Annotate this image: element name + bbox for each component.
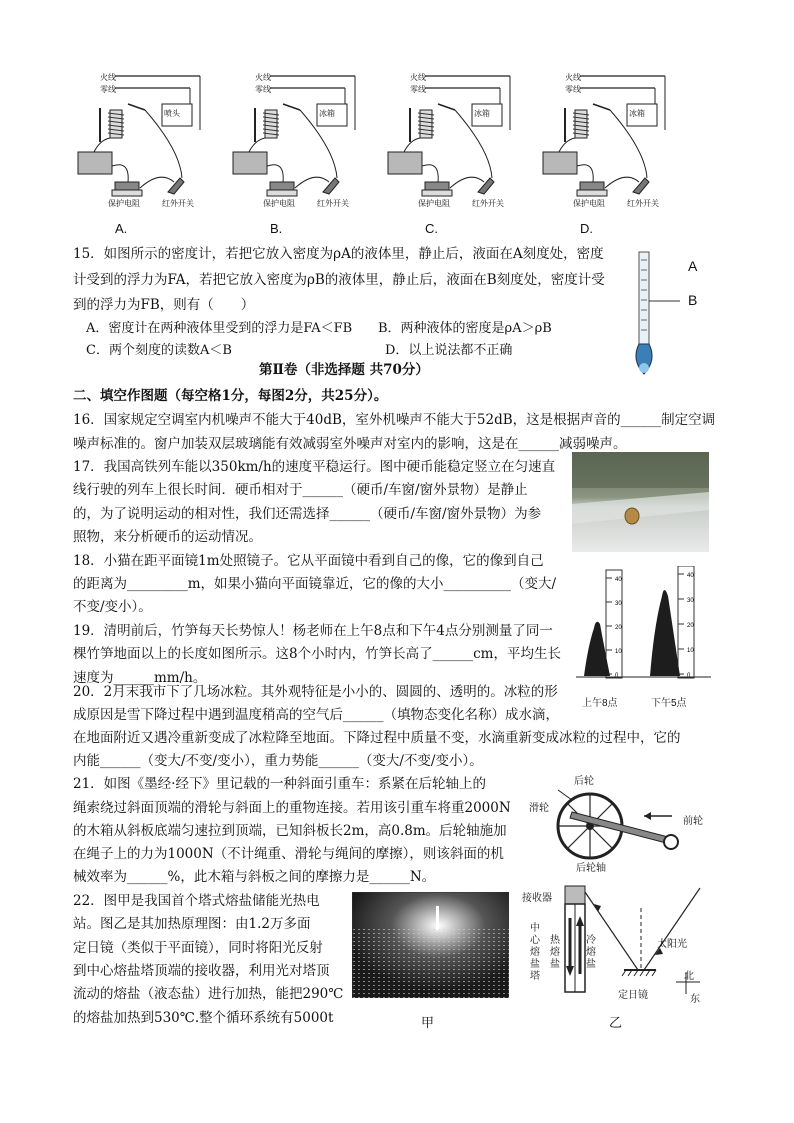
q18-line-3: 不变/变小）。 [73, 599, 152, 615]
device-label-2: 冰箱 [319, 109, 335, 118]
protect-resistor-label-2: 保护电阻 [263, 199, 295, 208]
protect-resistor-label-3: 保护电阻 [418, 199, 450, 208]
q21-line-4: 在绳子上的力为1000N（不计绳重、滑轮与绳间的摩擦），则该斜面的机 [73, 846, 504, 862]
circuit-panel-4 [543, 76, 665, 196]
q15-line-2: 计受到的浮力为FA，若把它放入密度为ρB的液体里，静止后，液面在B刻度处，密度计受 [73, 272, 605, 288]
hydrometer-figure [625, 250, 715, 380]
ruler-tick-label: 30 [687, 598, 694, 604]
bamboo-figure [576, 566, 711, 692]
tower-cold-salt-label: 冷熔盐 [586, 935, 596, 970]
section2-title: 二、填空作图题（每空格1分，每图2分，共25分）。 [73, 388, 388, 404]
tower-sunlight-label: 太阳光 [657, 939, 687, 950]
compass-north-label: 北 [684, 971, 694, 982]
circuit-diagrams [70, 70, 670, 240]
q16-line-1: 16．国家规定空调室内机噪声不能大于40dB，室外机噪声不能大于52dB，这是根据声音的______制定空调 [73, 412, 716, 428]
ir-switch-label-2: 红外开关 [317, 199, 349, 208]
neutral-wire-label-1: 零线 [100, 85, 116, 94]
q15-option-a[interactable]: A．密度计在两种液体里受到的浮力是FA＜FB [86, 321, 353, 336]
circuit-panel-1 [78, 76, 200, 196]
q17-line-4: 照物，来分析硬币的运动情况。 [73, 529, 262, 545]
hydrometer-mark-a: A [688, 258, 698, 274]
circuit-panel-3 [388, 76, 510, 196]
neutral-wire-label-4: 零线 [565, 85, 581, 94]
q22-line-5: 流动的熔盐（液态盐）进行加热，能把290℃ [73, 986, 344, 1002]
ruler-tick-label: 0 [687, 673, 691, 679]
device-label-3: 冰箱 [474, 109, 490, 118]
cart-pulley-label: 滑轮 [529, 803, 549, 814]
ruler-tick-label: 10 [687, 648, 694, 654]
tower-hot-salt-label: 热熔盐 [550, 935, 560, 970]
live-wire-label-1: 火线 [100, 73, 116, 82]
q15-option-b[interactable]: B．两种液体的密度是ρA＞ρB [378, 321, 552, 336]
ruler-tick-label: 20 [615, 625, 622, 631]
tower-center-label: 中心熔盐塔 [530, 923, 540, 982]
q22-line-3: 定日镜（类似于平面镜），同时将阳光反射 [73, 940, 323, 956]
q20-line-3: 在地面附近又遇冷重新变成了冰粒降至地面。下降过程中质量不变，水滴重新变成冰粒的过程中，它的 [73, 730, 681, 746]
ruler-tick-label: 10 [615, 649, 622, 655]
q21-line-3: 的木箱从斜板底端匀速拉到顶端，已知斜板长2m，高0.8m。后轮轴施加 [73, 823, 507, 839]
tower-receiver-label: 接收器 [522, 893, 552, 904]
q17-line-2: 线行驶的列车上很长时间．硬币相对于______（硬币/车窗/窗外景物）是静止 [73, 482, 528, 498]
solar-tower-photo [352, 892, 509, 998]
q21-line-5: 械效率为______%，此木箱与斜板之间的摩擦力是______N。 [73, 869, 436, 885]
protect-resistor-label-4: 保护电阻 [573, 199, 605, 208]
ruler-tick-label: 30 [615, 601, 622, 607]
ir-switch-label-4: 红外开关 [627, 199, 659, 208]
q16-line-2: 噪声标准的。窗户加装双层玻璃能有效减弱室外噪声对室内的影响，这是在______减弱噪声。 [73, 436, 627, 452]
circuit-option-1[interactable]: A. [115, 221, 128, 236]
device-label-1: 喷头 [164, 109, 180, 118]
circuit-panel-2 [233, 76, 355, 196]
q15-line-3: 到的浮力为FB，则有（ ） [73, 297, 255, 313]
q21-line-2: 绳索绕过斜面顶端的滑轮与斜面上的重物连接。若用该引重车将重2000N [73, 800, 511, 816]
q20-line-2: 成原因是雪下降过程中遇到温度稍高的空气后______（填物态变化名称）成水滴， [73, 707, 559, 723]
live-wire-label-2: 火线 [255, 73, 271, 82]
device-label-4: 冰箱 [629, 109, 645, 118]
q17-line-3: 的，为了说明运动的相对性，我们还需选择______（硬币/车窗/窗外景物）为参 [73, 506, 542, 522]
q22-line-1: 22．图甲是我国首个塔式熔盐储能光热电 [73, 893, 320, 909]
ir-switch-label-1: 红外开关 [162, 199, 194, 208]
q15-line-1: 15．如图所示的密度计，若把它放入密度为ρA的液体里，静止后，液面在A刻度处，密度 [73, 246, 604, 262]
neutral-wire-label-3: 零线 [410, 85, 426, 94]
q15-option-d[interactable]: D．以上说法都不正确 [385, 343, 513, 358]
figure-b-label: 乙 [609, 1016, 623, 1031]
cart-rear-wheel-label: 后轮 [574, 776, 594, 787]
q22-line-6: 的熔盐加热到530℃.整个循环系统有5000t [73, 1010, 334, 1026]
q15-option-c[interactable]: C．两个刻度的读数A＜B [86, 343, 232, 358]
q18-line-2: 的距离为_________m，如果小猫向平面镜靠近，它的像的大小__________（变大/ [73, 576, 557, 592]
live-wire-label-3: 火线 [410, 73, 426, 82]
q21-line-1: 21．如图《墨经·经下》里记载的一种斜面引重车：系紧在后轮轴上的 [73, 776, 486, 792]
train-coin-photo [572, 452, 709, 552]
protect-resistor-label-1: 保护电阻 [108, 199, 140, 208]
hydrometer-mark-b: B [688, 292, 698, 308]
q20-line-1: 20．2月末我市下了几场冰粒。其外观特征是小小的、圆圆的、透明的。冰粒的形 [73, 684, 558, 700]
bamboo-am-label: 上午8点 [582, 698, 618, 709]
live-wire-label-4: 火线 [565, 73, 581, 82]
q22-line-2: 站。图乙是其加热原理图：由1.2万多面 [73, 916, 311, 932]
cart-rear-axle-label: 后轮轴 [576, 863, 606, 874]
cart-front-wheel-label: 前轮 [683, 816, 703, 827]
bamboo-pm-label: 下午5点 [651, 698, 687, 709]
neutral-wire-label-2: 零线 [255, 85, 271, 94]
q22-line-4: 到中心熔盐塔顶端的接收器，利用光对塔顶 [73, 963, 330, 979]
q18-line-1: 18．小猫在距平面镜1m处照镜子。它从平面镜中看到自己的像，它的像到自己 [73, 553, 544, 569]
ir-switch-label-3: 红外开关 [472, 199, 504, 208]
circuit-option-4[interactable]: D. [580, 221, 593, 236]
circuit-option-3[interactable]: C. [425, 221, 438, 236]
q19-line-3: 速度为______mm/h。 [73, 670, 207, 686]
circuit-option-2[interactable]: B. [270, 221, 283, 236]
q19-line-2: 棵竹笋地面以上的长度如图所示。这8个小时内，竹笋长高了______cm，平均生长 [73, 646, 561, 662]
ruler-tick-label: 0 [615, 673, 619, 679]
part2-title: 第Ⅱ卷（非选择题 共70分） [259, 362, 429, 378]
ruler-tick-label: 40 [687, 573, 694, 579]
q17-line-1: 17．我国高铁列车能以350km/h的速度平稳运行。图中硬币能稳定竖立在匀速直 [73, 459, 556, 475]
ruler-tick-label: 40 [615, 577, 622, 583]
compass-east-label: 东 [690, 994, 700, 1005]
ruler-tick-label: 20 [687, 623, 694, 629]
q20-line-4: 内能______（变大/不变/变小），重力势能______（变大/不变/变小）。 [73, 753, 483, 769]
figure-a-label: 甲 [421, 1016, 435, 1031]
q19-line-1: 19．清明前后，竹笋每天长势惊人！杨老师在上午8点和下午4点分别测量了同一 [73, 623, 553, 639]
tower-mirror-label: 定日镜 [618, 990, 648, 1001]
